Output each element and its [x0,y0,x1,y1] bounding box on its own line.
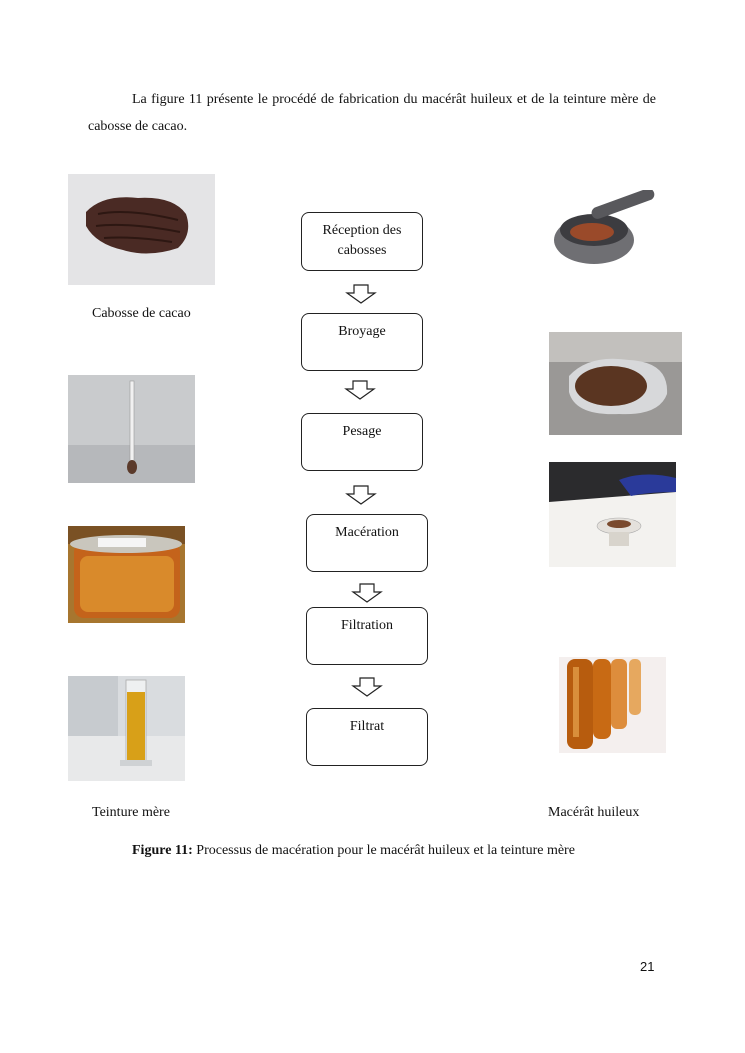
flow-step-reception: Réception des cabosses [301,212,423,271]
weighing-photo [549,462,676,567]
flow-arrow-1 [345,284,377,304]
hydrometer-photo [68,375,195,483]
flow-step-broyage: Broyage [301,313,423,371]
flow-step-filtrat: Filtrat [306,708,428,766]
figure-label: Figure 11: [132,843,193,858]
flow-arrow-4 [351,583,383,603]
flow-arrow-2 [344,380,376,400]
flow-step-maceration: Macération [306,514,428,572]
flow-step-filtration: Filtration [306,607,428,665]
figure-caption-text: Processus de macération pour le macérât huileux et la teinture mère [192,843,575,858]
mortar-pestle-photo [550,190,662,268]
flow-step-pesage: Pesage [301,413,423,471]
intro-paragraph: La figure 11 présente le procédé de fabrication du macérât huileux et de la teinture mère de cabosse de cacao. [88,92,656,134]
flow-arrow-3 [345,485,377,505]
jar-photo [68,526,185,623]
page-number: 21 [640,959,655,974]
teinture-caption: Teinture mère [92,805,170,820]
figure-caption [132,843,575,859]
ground-cocoa-foil-photo [549,332,682,435]
macerat-caption: Macérât huileux [548,805,640,820]
cocoa-pod-caption: Cabosse de cacao [92,306,191,321]
cocoa-pod-photo [68,174,215,285]
oil-vials-photo [559,657,666,753]
flow-arrow-5 [351,677,383,697]
graduated-cylinder-photo [68,676,185,781]
